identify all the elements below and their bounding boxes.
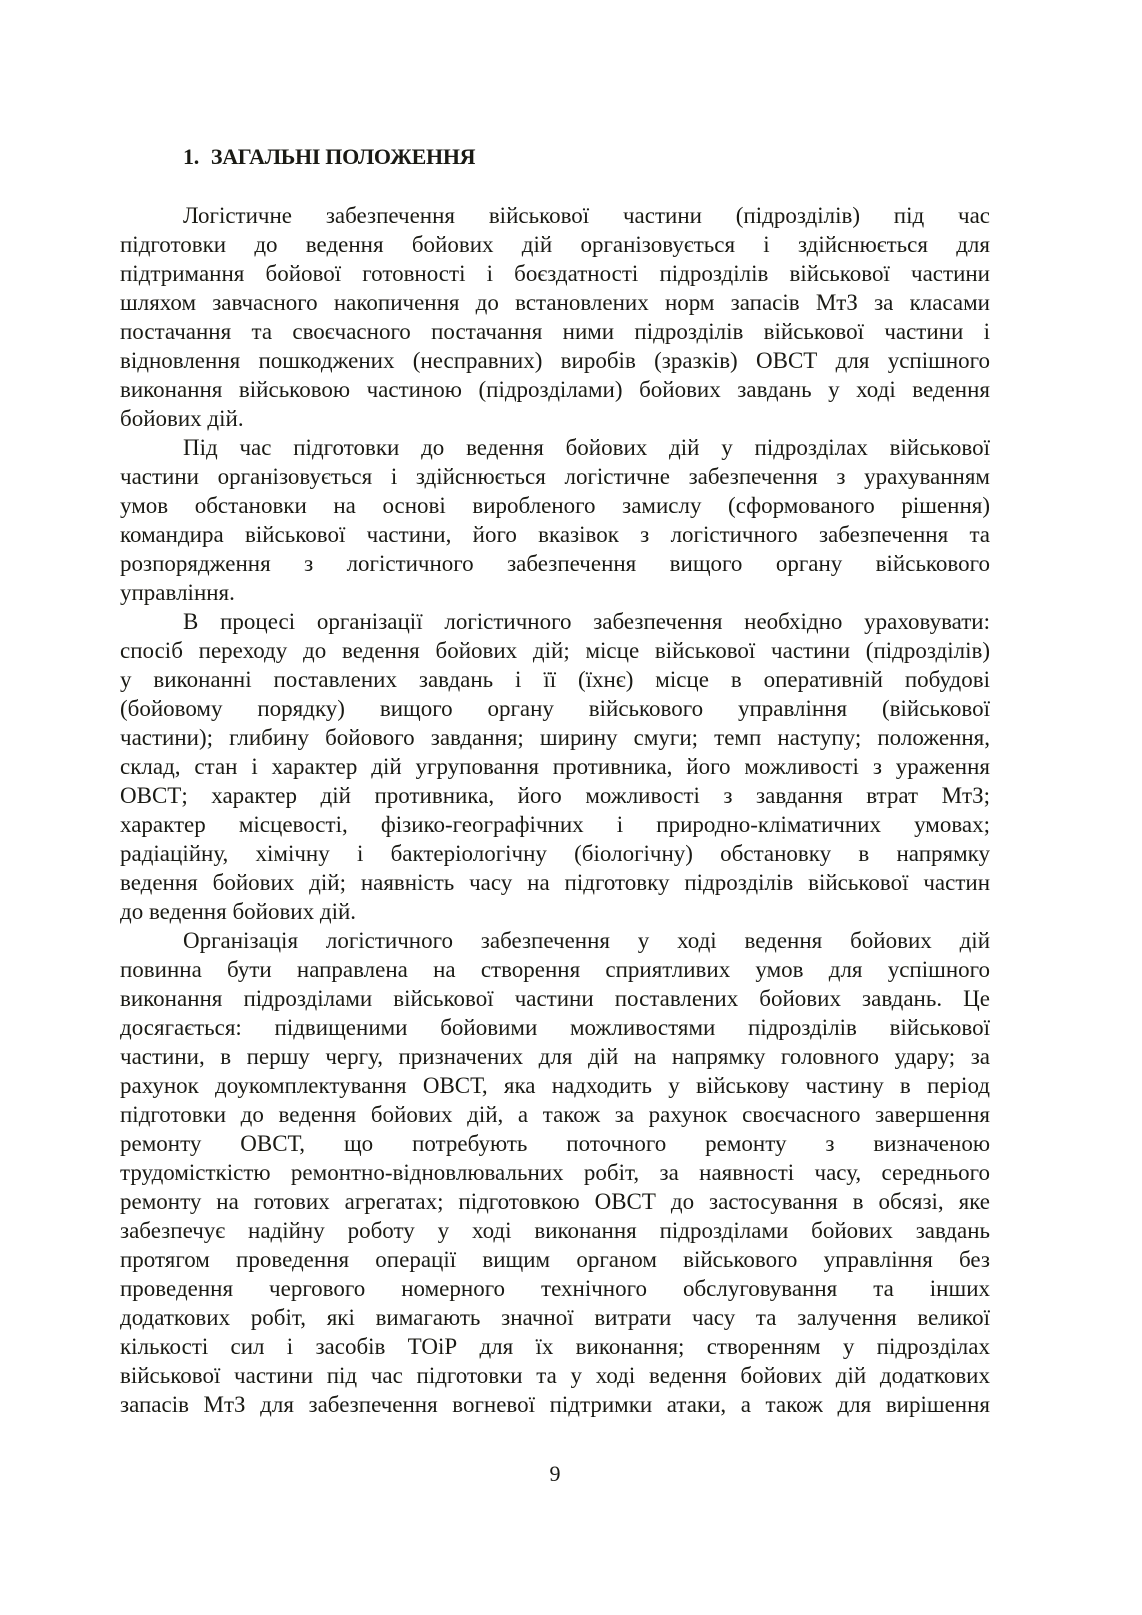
text-line: управління.	[120, 580, 235, 605]
text-line: командира військової частини, його вказівок з логістичного забезпечення та	[120, 522, 990, 547]
text-line: (бойовому порядку) вищого органу військового управління (військової	[120, 696, 990, 721]
text-line: трудомісткістю ремонтно-відновлювальних робіт, за наявності часу, середнього	[120, 1160, 990, 1185]
text-line: Логістичне забезпечення військової частини (підрозділів) під час	[183, 203, 990, 228]
text-line: Під час підготовки до ведення бойових дій у підрозділах військової	[183, 435, 990, 460]
text-line: склад, стан і характер дій угруповання противника, його можливості з ураження	[120, 754, 990, 779]
text-line: постачання та своєчасного постачання ними підрозділів військової частини і	[120, 319, 990, 344]
text-line: радіаційну, хімічну і бактеріологічну (біологічну) обстановку в напрямку	[120, 841, 990, 866]
paragraph	[120, 433, 990, 607]
text-line: В процесі організації логістичного забезпечення необхідно ураховувати:	[183, 609, 990, 634]
text-line: відновлення пошкоджених (несправних) виробів (зразків) ОВСТ для успішного	[120, 348, 990, 373]
text-line: у виконанні поставлених завдань і її (їхнє) місце в оперативній побудові	[120, 667, 990, 692]
section-heading	[183, 144, 475, 170]
text-line: ремонту ОВСТ, що потребують поточного ремонту з визначеною	[120, 1131, 990, 1156]
text-line: умов обстановки на основі виробленого замислу (сформованого рішення)	[120, 493, 990, 518]
text-line: повинна бути направлена на створення сприятливих умов для успішного	[120, 957, 990, 982]
text-line: досягається: підвищеними бойовими можливостями підрозділів військової	[120, 1015, 990, 1040]
text-line: ведення бойових дій; наявність часу на підготовку підрозділів військової частин	[120, 870, 990, 895]
text-line: бойових дій.	[120, 406, 244, 431]
text-line: підготовки до ведення бойових дій, а також за рахунок своєчасного завершення	[120, 1102, 990, 1127]
text-line: частини); глибину бойового завдання; ширину смуги; темп наступу; положення,	[120, 725, 990, 750]
text-line: проведення чергового номерного технічного обслуговування та інших	[120, 1276, 990, 1301]
body-text	[120, 201, 990, 1419]
paragraph	[120, 201, 990, 433]
text-line: рахунок доукомплектування ОВСТ, яка надходить у військову частину в період	[120, 1073, 990, 1098]
text-line: Організація логістичного забезпечення у ході ведення бойових дій	[183, 928, 990, 953]
section-title: ЗАГАЛЬНІ ПОЛОЖЕННЯ	[210, 144, 476, 169]
section-number: 1.	[183, 144, 199, 169]
text-line: додаткових робіт, які вимагають значної витрати часу та залучення великої	[120, 1305, 990, 1330]
text-line: шляхом завчасного накопичення до встановлених норм запасів МтЗ за класами	[120, 290, 990, 315]
text-line: військової частини під час підготовки та у ході ведення бойових дій додаткових	[120, 1363, 990, 1388]
text-line: розпорядження з логістичного забезпечення вищого органу військового	[120, 551, 990, 576]
text-line: характер місцевості, фізико-географічних і природно-кліматичних умовах;	[120, 812, 990, 837]
text-line: частини організовується і здійснюється логістичне забезпечення з урахуванням	[120, 464, 990, 489]
text-line: спосіб переходу до ведення бойових дій; місце військової частини (підрозділів)	[120, 638, 990, 663]
text-line: ОВСТ; характер дій противника, його можливості з завдання втрат МтЗ;	[120, 783, 990, 808]
text-line: кількості сил і засобів ТОіР для їх виконання; створенням у підрозділах	[120, 1334, 990, 1359]
text-line: виконання військовою частиною (підрозділами) бойових завдань у ході ведення	[120, 377, 990, 402]
page-number: 9	[549, 1461, 561, 1486]
paragraph	[120, 607, 990, 926]
text-line: підтримання бойової готовності і боєздатності підрозділів військової частини	[120, 261, 990, 286]
text-line: виконання підрозділами військової частини поставлених бойових завдань. Це	[120, 986, 990, 1011]
text-line: забезпечує надійну роботу у ході виконання підрозділами бойових завдань	[120, 1218, 990, 1243]
text-line: ремонту на готових агрегатах; підготовкою ОВСТ до застосування в обсязі, яке	[120, 1189, 990, 1214]
text-line: запасів МтЗ для забезпечення вогневої підтримки атаки, а також для вирішення	[120, 1392, 990, 1417]
text-line: до ведення бойових дій.	[120, 899, 357, 924]
text-line: підготовки до ведення бойових дій організовується і здійснюється для	[120, 232, 990, 257]
text-line: протягом проведення операції вищим органом військового управління без	[120, 1247, 990, 1272]
paragraph	[120, 926, 990, 1419]
text-line: частини, в першу чергу, призначених для дій на напрямку головного удару; за	[120, 1044, 990, 1069]
